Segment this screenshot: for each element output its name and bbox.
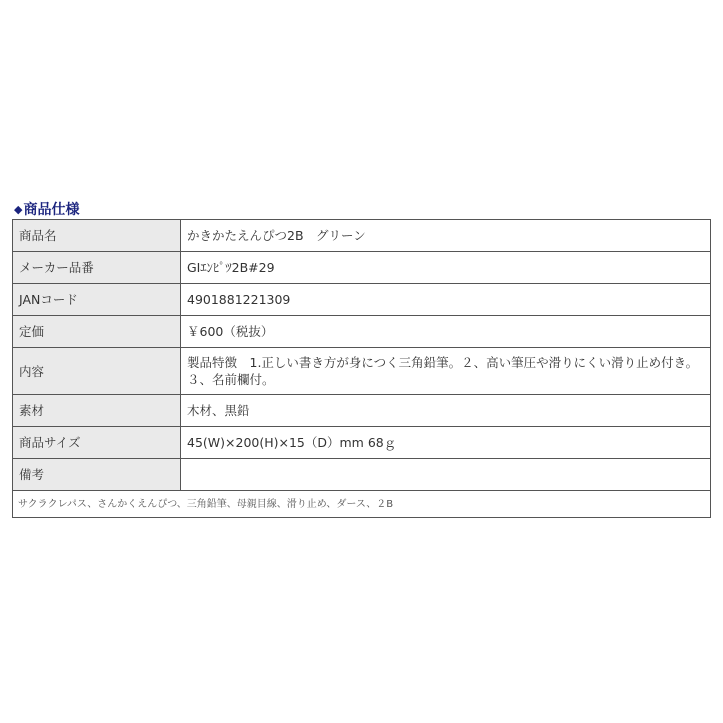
jan-code-value: 4901881221309: [181, 284, 711, 316]
maker-code-label: メーカー品番: [13, 252, 181, 284]
table-row: [13, 427, 711, 459]
table-row: [13, 220, 711, 252]
material-value: 木材、黒鉛: [181, 395, 711, 427]
table-row: [13, 395, 711, 427]
diamond-icon: ◆: [14, 202, 23, 216]
product-name-value: かきかたえんぴつ2B グリーン: [181, 220, 711, 252]
remarks-value: [181, 459, 711, 491]
product-name-label: 商品名: [13, 220, 181, 252]
spec-table: [12, 219, 711, 518]
table-row: [13, 491, 711, 518]
material-label: 素材: [13, 395, 181, 427]
contents-label: 内容: [13, 348, 181, 395]
price-label: 定価: [13, 316, 181, 348]
jan-code-label: JANコード: [13, 284, 181, 316]
remarks-label: 備考: [13, 459, 181, 491]
table-row: [13, 348, 711, 395]
section-title: 商品仕様: [23, 202, 80, 218]
price-value: ￥600（税抜）: [181, 316, 711, 348]
size-value: 45(W)×200(H)×15（D）mm 68ｇ: [181, 427, 711, 459]
table-row: [13, 316, 711, 348]
contents-value: 製品特徴 1.正しい書き方が身につく三角鉛筆。２、高い筆圧や滑りにくい滑り止め付き。３、名前欄付。: [181, 348, 711, 395]
keywords-text: サクラクレパス、さんかくえんぴつ、三角鉛筆、母親目線、滑り止め、ダース、２B: [13, 491, 711, 518]
size-label: 商品サイズ: [13, 427, 181, 459]
table-row: [13, 252, 711, 284]
section-heading: [14, 199, 79, 219]
table-row: [13, 459, 711, 491]
table-row: [13, 284, 711, 316]
maker-code-value: GIｴﾝﾋﾟﾂ2B#29: [181, 252, 711, 284]
